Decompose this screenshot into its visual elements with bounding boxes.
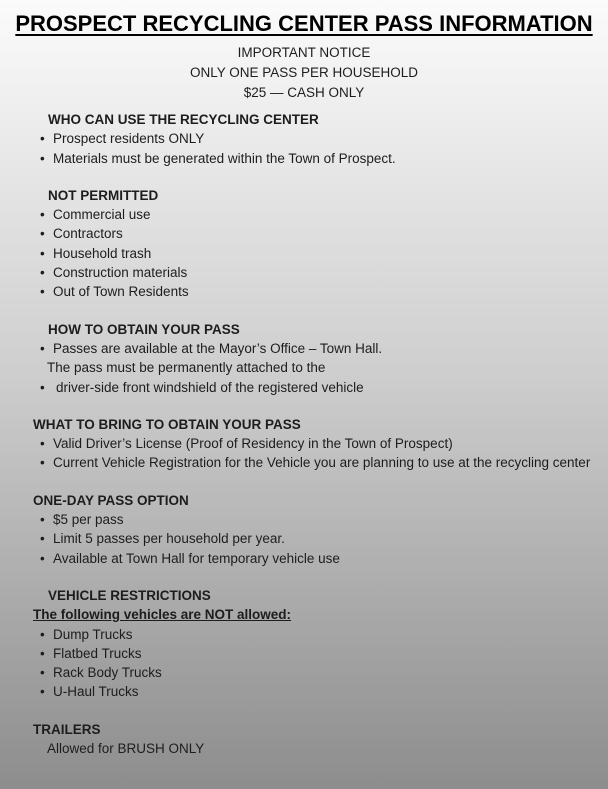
important-notice [14, 43, 594, 103]
section-who-can-use [14, 110, 594, 168]
notice-line: $25 — CASH ONLY [243, 85, 365, 100]
section-heading: WHAT TO BRING TO OBTAIN YOUR PASS [33, 416, 301, 432]
list-item: • Household trash [14, 244, 594, 263]
list-item: • Contractors [14, 224, 594, 243]
text-line: Allowed for BRUSH ONLY [47, 741, 205, 757]
section-how-to-obtain [14, 320, 594, 397]
list-item: • driver-side front windshield of the registered vehicle [14, 378, 594, 397]
section-one-day-pass [14, 491, 594, 568]
notice-line: IMPORTANT NOTICE [237, 45, 371, 60]
section-heading: ONE-DAY PASS OPTION [33, 492, 189, 508]
notice-line: ONLY ONE PASS PER HOUSEHOLD [189, 65, 419, 80]
flyer-body [14, 110, 594, 758]
section-subheading: The following vehicles are NOT allowed: [33, 607, 292, 623]
section-heading: WHO CAN USE THE RECYCLING CENTER [48, 112, 319, 127]
list-item: • Valid Driver’s License (Proof of Residency in the Town of Prospect) [14, 434, 594, 453]
section-what-to-bring [14, 415, 594, 473]
list-item: • Construction materials [14, 263, 594, 282]
list-item: • Out of Town Residents [14, 282, 594, 301]
list-item: • Flatbed Trucks [14, 644, 594, 663]
list-item: • Passes are available at the Mayor’s Office – Town Hall. [14, 339, 594, 358]
text-line: The pass must be permanently attached to the [47, 360, 326, 376]
list-item: • $5 per pass [14, 510, 594, 529]
list-item: • U-Haul Trucks [14, 682, 594, 701]
page-title: PROSPECT RECYCLING CENTER PASS INFORMATION [15, 11, 593, 36]
section-trailers [14, 720, 594, 759]
section-not-permitted [14, 186, 594, 302]
section-heading: HOW TO OBTAIN YOUR PASS [48, 321, 240, 337]
section-heading: VEHICLE RESTRICTIONS [48, 587, 211, 603]
list-item: • Commercial use [14, 205, 594, 224]
list-item: • Dump Trucks [14, 625, 594, 644]
section-heading: TRAILERS [33, 721, 101, 737]
list-item: • Rack Body Trucks [14, 663, 594, 682]
list-item: • Prospect residents ONLY [14, 129, 594, 148]
list-item: • Available at Town Hall for temporary vehicle use [14, 549, 594, 568]
list-item: • Limit 5 passes per household per year. [14, 529, 594, 548]
section-heading: NOT PERMITTED [48, 187, 159, 203]
list-item: • Current Vehicle Registration for the Vehicle you are planning to use at the recycling center [14, 453, 594, 472]
section-vehicle-restrictions [14, 586, 594, 702]
list-item: • Materials must be generated within the Town of Prospect. [14, 149, 594, 168]
